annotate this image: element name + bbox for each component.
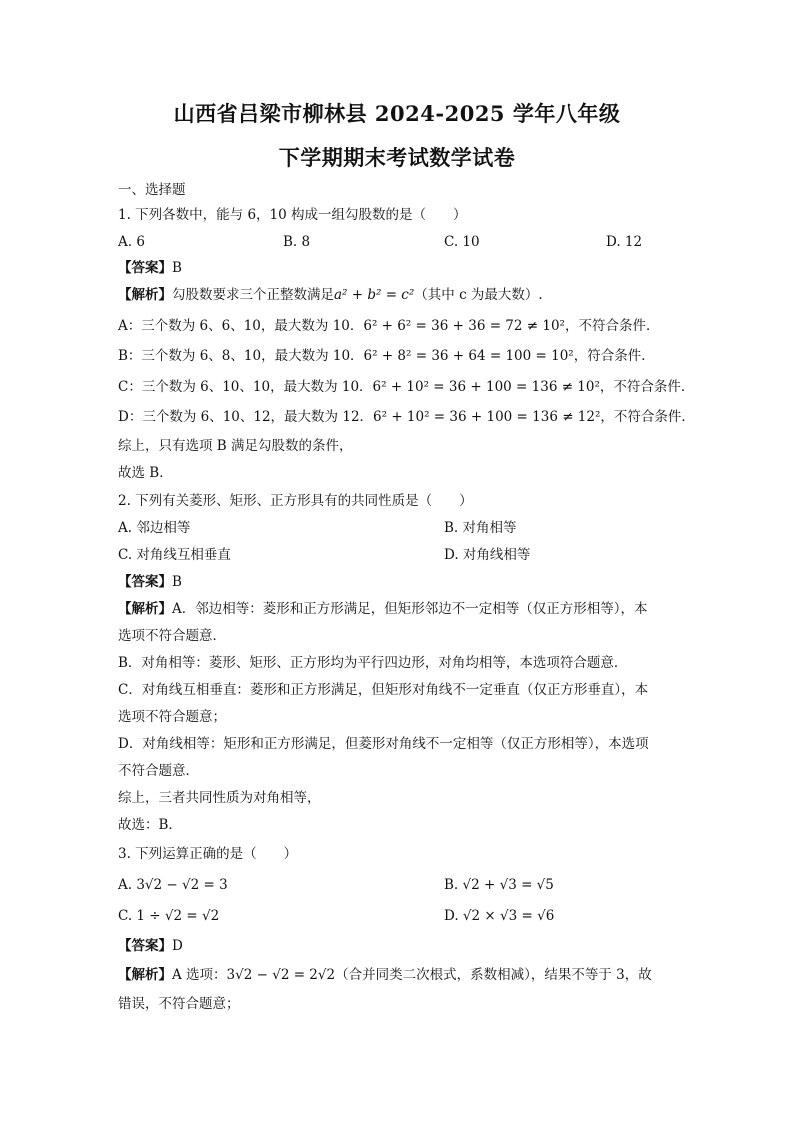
q1-line-b: B：三个数为 6、8、10，最大数为 10．6² + 8² = 36 + 64 = 100 = 10²，符合条件． xyxy=(118,348,655,364)
q1-answer xyxy=(118,259,182,277)
q1-option-a: A. 6 xyxy=(118,234,145,250)
q1-option-b: B. 8 xyxy=(283,234,311,250)
answer-label: 【答案】 xyxy=(118,574,172,590)
analysis-label: 【解析】 xyxy=(118,967,172,983)
answer-label: 【答案】 xyxy=(118,938,172,954)
q3-option-a: A. 3√2 − √2 = 3 xyxy=(118,877,228,893)
q2-choice: 故选：B． xyxy=(118,817,182,833)
answer-value: B xyxy=(172,574,182,590)
q3-option-c: C. 1 ÷ √2 = √2 xyxy=(118,908,220,924)
title-line-2: 下学期期末考试数学试卷 xyxy=(278,145,516,170)
analysis-text: A．邻边相等：菱形和正方形满足，但矩形邻边不一定相等（仅正方形相等），本 xyxy=(172,601,648,617)
q2-option-a: A. 邻边相等 xyxy=(118,520,191,536)
q3-analysis-2: 错误，不符合题意； xyxy=(118,996,240,1012)
q2-analysis-4: C．对角线互相垂直：菱形和正方形满足，但矩形对角线不一定垂直（仅正方形垂直），本 xyxy=(118,682,649,698)
q2-answer xyxy=(118,573,182,591)
q1-option-c: C. 10 xyxy=(444,234,480,250)
answer-value: B xyxy=(172,260,182,276)
q2-analysis-6: D．对角线相等：矩形和正方形满足，但菱形对角线不一定相等（仅正方形相等），本选项 xyxy=(118,736,649,752)
q1-summary: 综上，只有选项 B 满足勾股数的条件， xyxy=(118,438,353,454)
q3-analysis-1 xyxy=(118,966,652,984)
analysis-label: 【解析】 xyxy=(118,287,172,303)
analysis-label: 【解析】 xyxy=(118,601,172,617)
q1-line-c: C：三个数为 6、10、10，最大数为 10．6² + 10² = 36 + 100 = 136 ≠ 10²，不符合条件． xyxy=(118,379,695,395)
q2-option-b: B. 对角相等 xyxy=(444,520,517,536)
analysis-intro: 勾股数要求三个正整数满足 xyxy=(172,287,334,303)
q3-stem: 3. 下列运算正确的是（ ） xyxy=(118,846,298,862)
title-line-1: 山西省吕梁市柳林县 2024-2025 学年八年级 xyxy=(173,101,621,126)
q1-choice: 故选 B． xyxy=(118,465,173,481)
q2-analysis-3: B．对角相等：菱形、矩形、正方形均为平行四边形，对角均相等，本选项符合题意． xyxy=(118,655,628,671)
q2-summary: 综上，三者共同性质为对角相等， xyxy=(118,790,321,806)
analysis-text: A 选项：3√2 − √2 = 2√2（合并同类二次根式，系数相减），结果不等于 3，故 xyxy=(172,967,652,983)
q2-analysis-5: 选项不符合题意； xyxy=(118,709,226,725)
q1-analysis xyxy=(118,286,543,304)
analysis-tail: （其中 c 为最大数）. xyxy=(414,287,543,303)
q3-option-d: D. √2 × √3 = √6 xyxy=(444,908,555,924)
q3-option-b: B. √2 + √3 = √5 xyxy=(444,877,554,893)
q3-answer xyxy=(118,937,183,955)
analysis-formula: a² + b² = c² xyxy=(334,287,415,303)
answer-label: 【答案】 xyxy=(118,260,172,276)
section-heading: 一、选择题 xyxy=(118,182,186,198)
q2-option-d: D. 对角线相等 xyxy=(444,547,531,563)
q2-option-c: C. 对角线互相垂直 xyxy=(118,547,231,563)
q1-stem: 1. 下列各数中，能与 6，10 构成一组勾股数的是（ ） xyxy=(118,207,467,223)
q2-analysis-2: 选项不符合题意． xyxy=(118,628,226,644)
q2-analysis-7: 不符合题意． xyxy=(118,763,199,779)
answer-value: D xyxy=(172,938,183,954)
q1-line-a: A：三个数为 6、6、10，最大数为 10．6² + 6² = 36 + 36 = 72 ≠ 10²，不符合条件． xyxy=(118,318,660,334)
q2-stem: 2. 下列有关菱形、矩形、正方形具有的共同性质是（ ） xyxy=(118,493,473,509)
q1-line-d: D：三个数为 6、10、12，最大数为 12．6² + 10² = 36 + 100 = 136 ≠ 12²，不符合条件． xyxy=(118,409,695,425)
q1-option-d: D. 12 xyxy=(606,234,643,250)
q2-analysis-1 xyxy=(118,600,648,618)
